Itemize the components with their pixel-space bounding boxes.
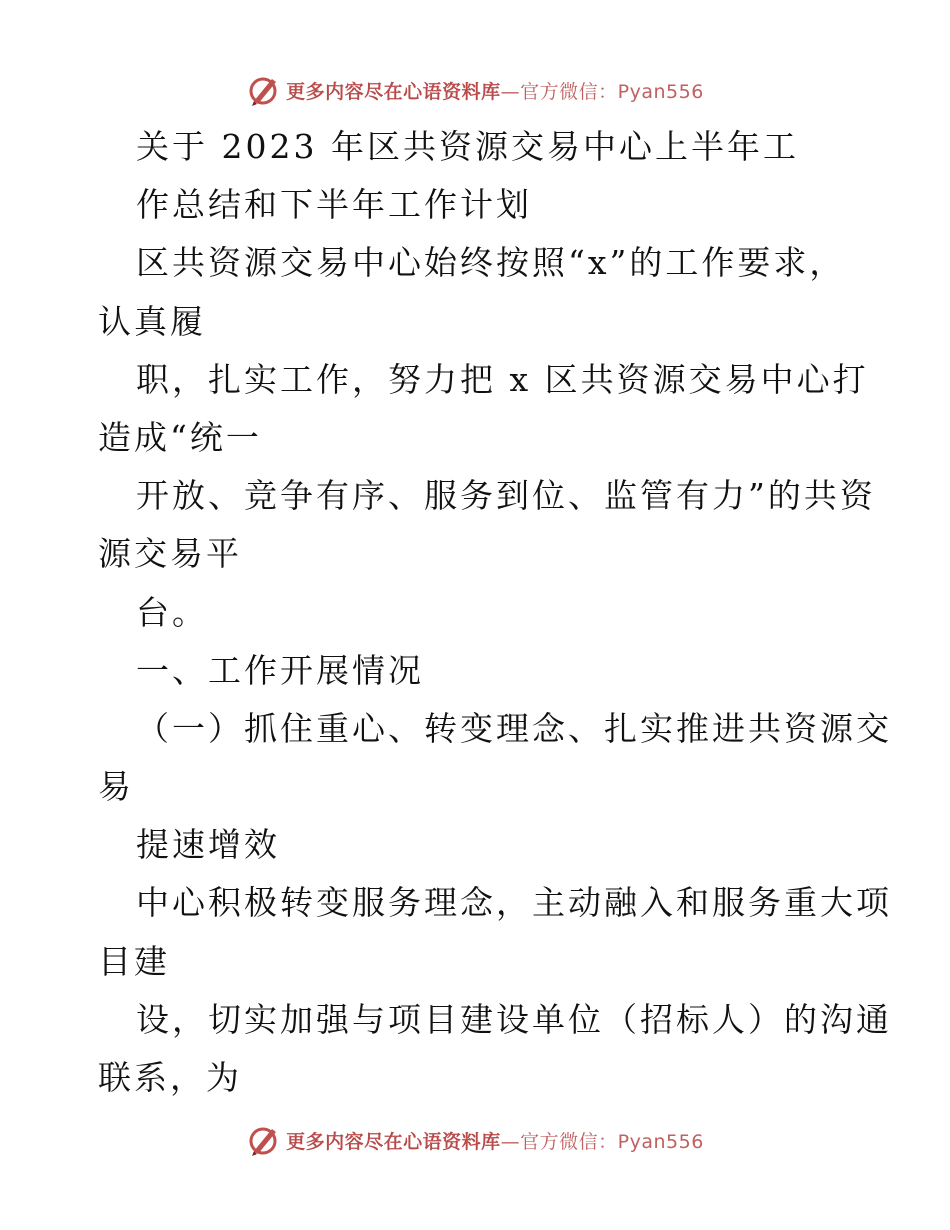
watermark-footer — [0, 1120, 950, 1160]
text-line: 联系，为 — [98, 1058, 242, 1097]
text-line: 台。 — [136, 592, 208, 632]
text-line: 源交易平 — [98, 534, 242, 574]
watermark-main: 更多内容尽在心语资料库 — [286, 1130, 501, 1153]
pen-logo-icon — [246, 1123, 280, 1157]
watermark-separator: — — [500, 80, 521, 103]
text-line: 区共资源交易中心始终按照“x”的工作要求， — [136, 243, 846, 283]
text-line: 作总结和下半年工作计划 — [136, 185, 532, 225]
text-line: （一）抓住重心、转变理念、扎实推进共资源交 — [136, 708, 892, 748]
watermark-main: 更多内容尽在心语资料库 — [286, 80, 501, 103]
text-line: 认真履 — [98, 301, 206, 341]
watermark-wechat: 官方微信：Pyan556 — [520, 1130, 704, 1153]
text-line: 提速增效 — [136, 825, 280, 865]
watermark-text — [286, 1127, 704, 1154]
pen-logo-icon — [246, 73, 280, 107]
text-line: 设，切实加强与项目建设单位（招标人）的沟通 — [136, 999, 892, 1039]
text-line: 职，扎实工作，努力把 x 区共资源交易中心打 — [136, 359, 869, 399]
text-line: 中心积极转变服务理念，主动融入和服务重大项 — [136, 883, 892, 923]
text-line: 目建 — [98, 941, 170, 981]
text-line: 一、工作开展情况 — [136, 650, 424, 690]
watermark-header — [0, 70, 950, 110]
text-line: 易 — [98, 767, 134, 807]
text-line: 造成“统一 — [98, 417, 262, 457]
text-line: 开放、竞争有序、服务到位、监管有力”的共资 — [136, 476, 876, 516]
text-line: 关于 2023 年区共资源交易中心上半年工 — [136, 127, 799, 166]
watermark-separator: — — [500, 1130, 521, 1153]
document-body — [98, 118, 892, 1107]
watermark-wechat: 官方微信：Pyan556 — [520, 80, 704, 103]
watermark-text — [286, 77, 704, 104]
